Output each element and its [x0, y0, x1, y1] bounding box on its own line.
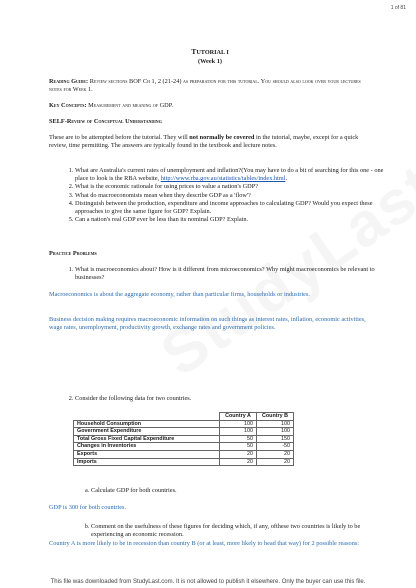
list-item: 1. What is macroeconomics about? How is it different from microeconomics? Why might macroeconomics be relevant to businesses? — [75, 266, 389, 282]
intro-paragraph: These are to be attempted before the tutorial. They will not normally be covered in the tutorial, maybe, except for a quick review, time permitting. The answers are typically found in the textbook and lecture notes. — [49, 134, 359, 150]
table-row: Exports 20 20 — [74, 450, 294, 458]
list-item: 2. What is the economic rationale for using prices to value a nation's GDP? — [75, 183, 389, 191]
list-item: 3. What do macroeconomists mean when they describe GDP as a 'flow'? — [75, 192, 389, 200]
list-item: 1. What are Australia's current rates of unemployment and inflation?(You may have to do a bit of searching for this one - one place to look is the RBA website, http://www.rba.gov.au/statistics/tables/index.html. — [75, 167, 389, 183]
list-item: 4. Distinguish between the production, expenditure and income approaches to calculating GDP? Would you expect these approaches to give the same figure for GDP? Explain. — [75, 200, 389, 216]
table-row: Imports 20 20 — [74, 458, 294, 466]
column-header: Country A — [220, 413, 257, 421]
table-row: Household Consumption 100 100 — [74, 420, 294, 428]
country-data-table — [73, 412, 294, 466]
self-review-list — [57, 167, 389, 224]
list-item: a. Calculate GDP for both countries. — [91, 487, 389, 495]
table-row: Total Gross Fixed Capital Expenditure 50 150 — [74, 435, 294, 443]
reading-guide: Reading Guide: Review sections BOF Ch 1, 2 (21-24) as preparation for this tutorial. You should also look over your lectures notes for Week 1. — [49, 78, 361, 94]
practice-list-1 — [57, 266, 389, 282]
self-review-heading: SELF-Review of Conceptual Understanding — [49, 118, 162, 125]
part-a-list — [73, 487, 389, 495]
page-number: 1 of 81 — [390, 5, 406, 11]
list-item: 2. Consider the following data for two countries. — [75, 395, 389, 403]
table-header-row — [74, 413, 294, 421]
answer-text: GDP is 300 for both countries. — [49, 504, 127, 511]
practice-heading: Practice Problems — [49, 250, 97, 257]
table-row: Changes in Inventories 50 -50 — [74, 443, 294, 451]
answer-text: Business decision making requires macroeconomic information on such things as interest rates, inflation, economic activities, wage rates, unemployment, productivity growth, exchange rates and government policies. — [49, 316, 366, 332]
page-subtitle: (Week 1) — [198, 58, 222, 65]
practice-list-2 — [57, 395, 389, 403]
answer-text: Macroeconomics is about the aggregate economy, rather than particular firms, households or industries. — [49, 291, 311, 298]
download-notice: This file was downloaded from StudyLast.com. It is not allowed to publish it elsewhere. Only the buyer can use this file. — [50, 579, 366, 585]
answer-text: Country A is more likely to be in recession than country B (or at least, more likely to head that way) for 2 possible reasons: — [49, 540, 360, 547]
list-item: 5. Can a nation's real GDP ever be less than its nominal GDP? Explain. — [75, 216, 389, 224]
table-row: Government Expenditure 100 100 — [74, 428, 294, 436]
page-title: TUTORIAL I — [191, 47, 229, 56]
key-concepts: Key Concepts: Measurement and meaning of GDP. — [49, 102, 174, 109]
part-b-list — [73, 523, 389, 539]
rba-link[interactable]: http://www.rba.gov.au/statistics/tables/index.html — [160, 175, 286, 183]
column-header: Country B — [257, 413, 294, 421]
list-item: b. Comment on the usefulness of these figures for deciding which, if any, ofthese two countries is likely to be experiencing an economic recession. — [91, 523, 389, 539]
